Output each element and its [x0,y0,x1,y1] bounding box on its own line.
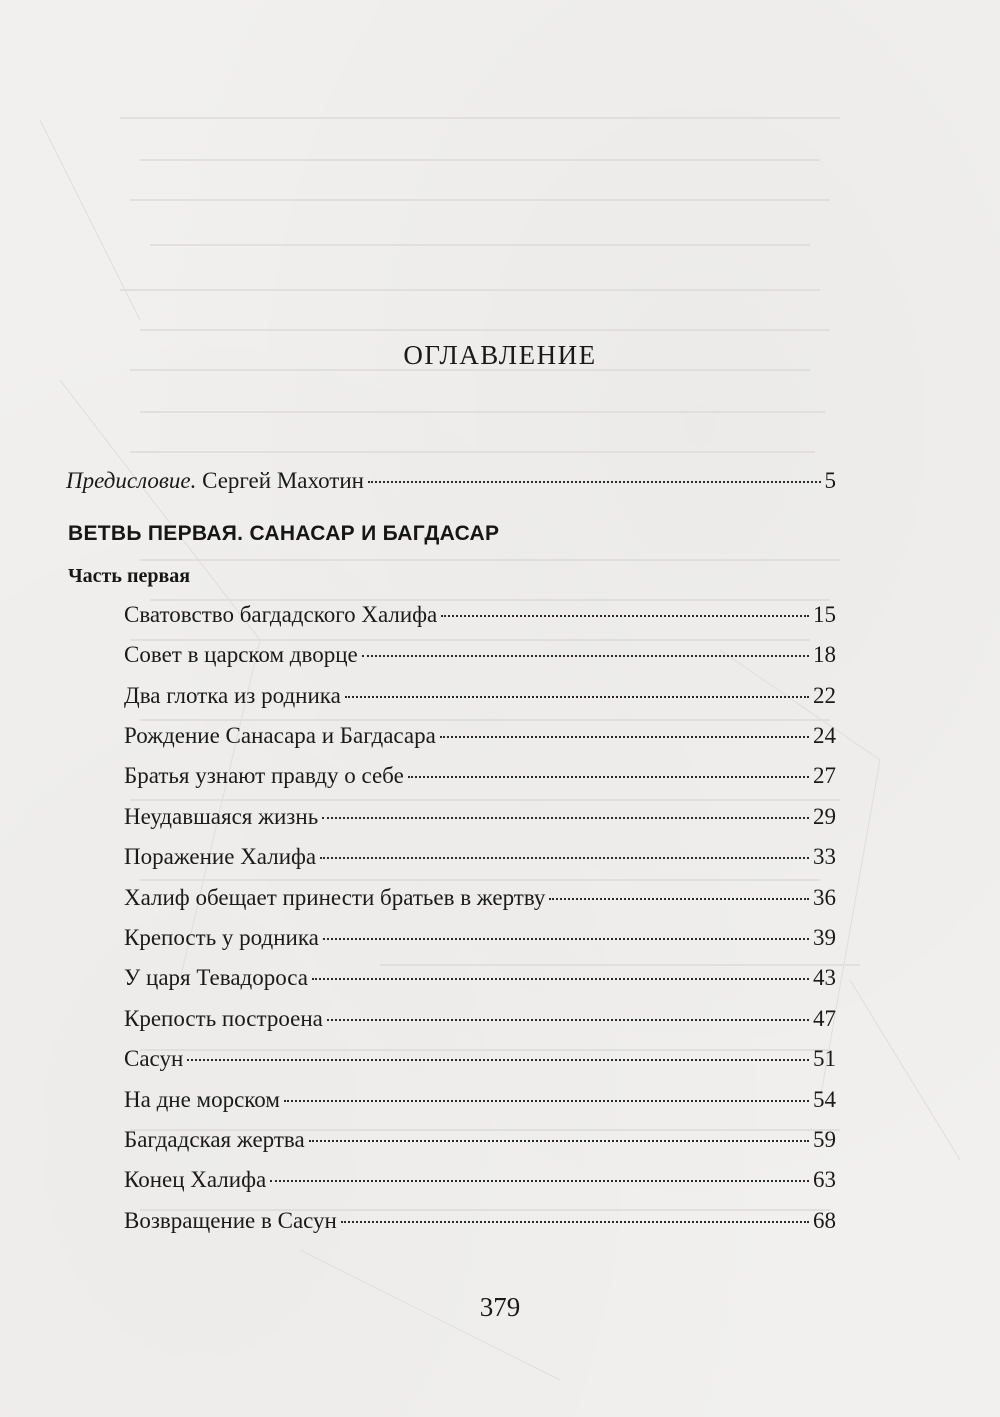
dot-leader [362,655,809,657]
entry-page-number: 39 [813,925,836,950]
entry-title: Крепость построена [124,1006,323,1031]
entry-page-number: 43 [813,965,836,990]
entry-page-number: 22 [813,683,836,708]
toc-entry[interactable] [124,1208,836,1242]
toc-entry-preface[interactable] [66,468,836,502]
dot-leader [549,898,809,900]
page-number: 379 [479,1292,521,1322]
dot-leader [345,696,809,698]
entry-page-number: 15 [813,602,836,627]
entry-page-number: 24 [813,723,836,748]
entry-title: На дне морском [124,1087,280,1112]
dot-leader [323,938,809,940]
dot-leader [312,978,809,980]
entry-title: Поражение Халифа [124,844,317,869]
entry-page-number: 29 [813,804,836,829]
entry-title: Крепость у родника [124,925,319,950]
dot-leader [441,615,809,617]
toc-entry[interactable] [124,723,836,757]
entry-title: Возвращение в Сасун [124,1208,337,1233]
dot-leader [309,1140,809,1142]
branch-heading: ВЕТВЬ ПЕРВАЯ. САНАСАР И БАГДАСАР [68,522,500,545]
entry-page-number: 51 [813,1046,836,1071]
toc-entry[interactable] [124,925,836,959]
entry-title: Совет в царском дворце [124,642,358,667]
entry-page-number: 27 [813,763,836,788]
entry-title [66,468,364,494]
dot-leader [408,776,809,778]
toc-entry[interactable] [124,763,836,797]
entry-page-number: 18 [813,642,836,667]
part-heading: Часть первая [68,565,191,587]
entry-page-number: 47 [813,1006,836,1031]
entry-page-number: 54 [813,1087,836,1112]
toc-entry[interactable] [124,683,836,717]
toc-entry[interactable] [124,844,836,878]
entry-title: Рождение Санасара и Багдасара [124,723,436,748]
entry-page-number: 59 [813,1127,836,1152]
toc-entry[interactable] [124,1167,836,1201]
dot-leader [322,817,809,819]
toc-entry[interactable] [124,1006,836,1040]
entry-title: Конец Халифа [124,1167,267,1192]
dot-leader [187,1059,809,1061]
dot-leader [327,1019,809,1021]
dot-leader [270,1180,809,1182]
entry-title: Сватовство багдадского Халифа [124,602,438,627]
entry-page-number: 63 [813,1167,836,1192]
entry-title: Неудавшаяся жизнь [124,804,319,829]
entry-page-number: 68 [813,1208,836,1233]
entry-title: Сасун [124,1046,184,1071]
dot-leader [368,481,821,483]
entry-title: Багдадская жертва [124,1127,305,1152]
entry-page-number: 36 [813,885,836,910]
toc-entry[interactable] [124,885,836,919]
preface-author: Сергей Махотин [196,468,364,493]
toc-entry[interactable] [124,1127,836,1161]
toc-entry[interactable] [124,804,836,838]
preface-label: Предисловие. [66,468,197,493]
dot-leader [440,736,809,738]
entry-title: Два глотка из родника [124,683,341,708]
toc-entry[interactable] [124,965,836,999]
toc-entry[interactable] [124,1087,836,1121]
toc-entry[interactable] [124,602,836,636]
entry-title: Братья узнают правду о себе [124,763,404,788]
entry-title: Халиф обещает принести братьев в жертву [124,885,546,910]
toc-entry[interactable] [124,642,836,676]
dot-leader [320,857,809,859]
dot-leader [284,1100,809,1102]
entry-title: У царя Тевадороса [124,965,308,990]
toc-entry[interactable] [124,1046,836,1080]
entry-page-number: 5 [824,468,836,493]
dot-leader [341,1221,809,1223]
toc-title: ОГЛАВЛЕНИЕ [403,340,597,370]
entry-page-number: 33 [813,844,836,869]
